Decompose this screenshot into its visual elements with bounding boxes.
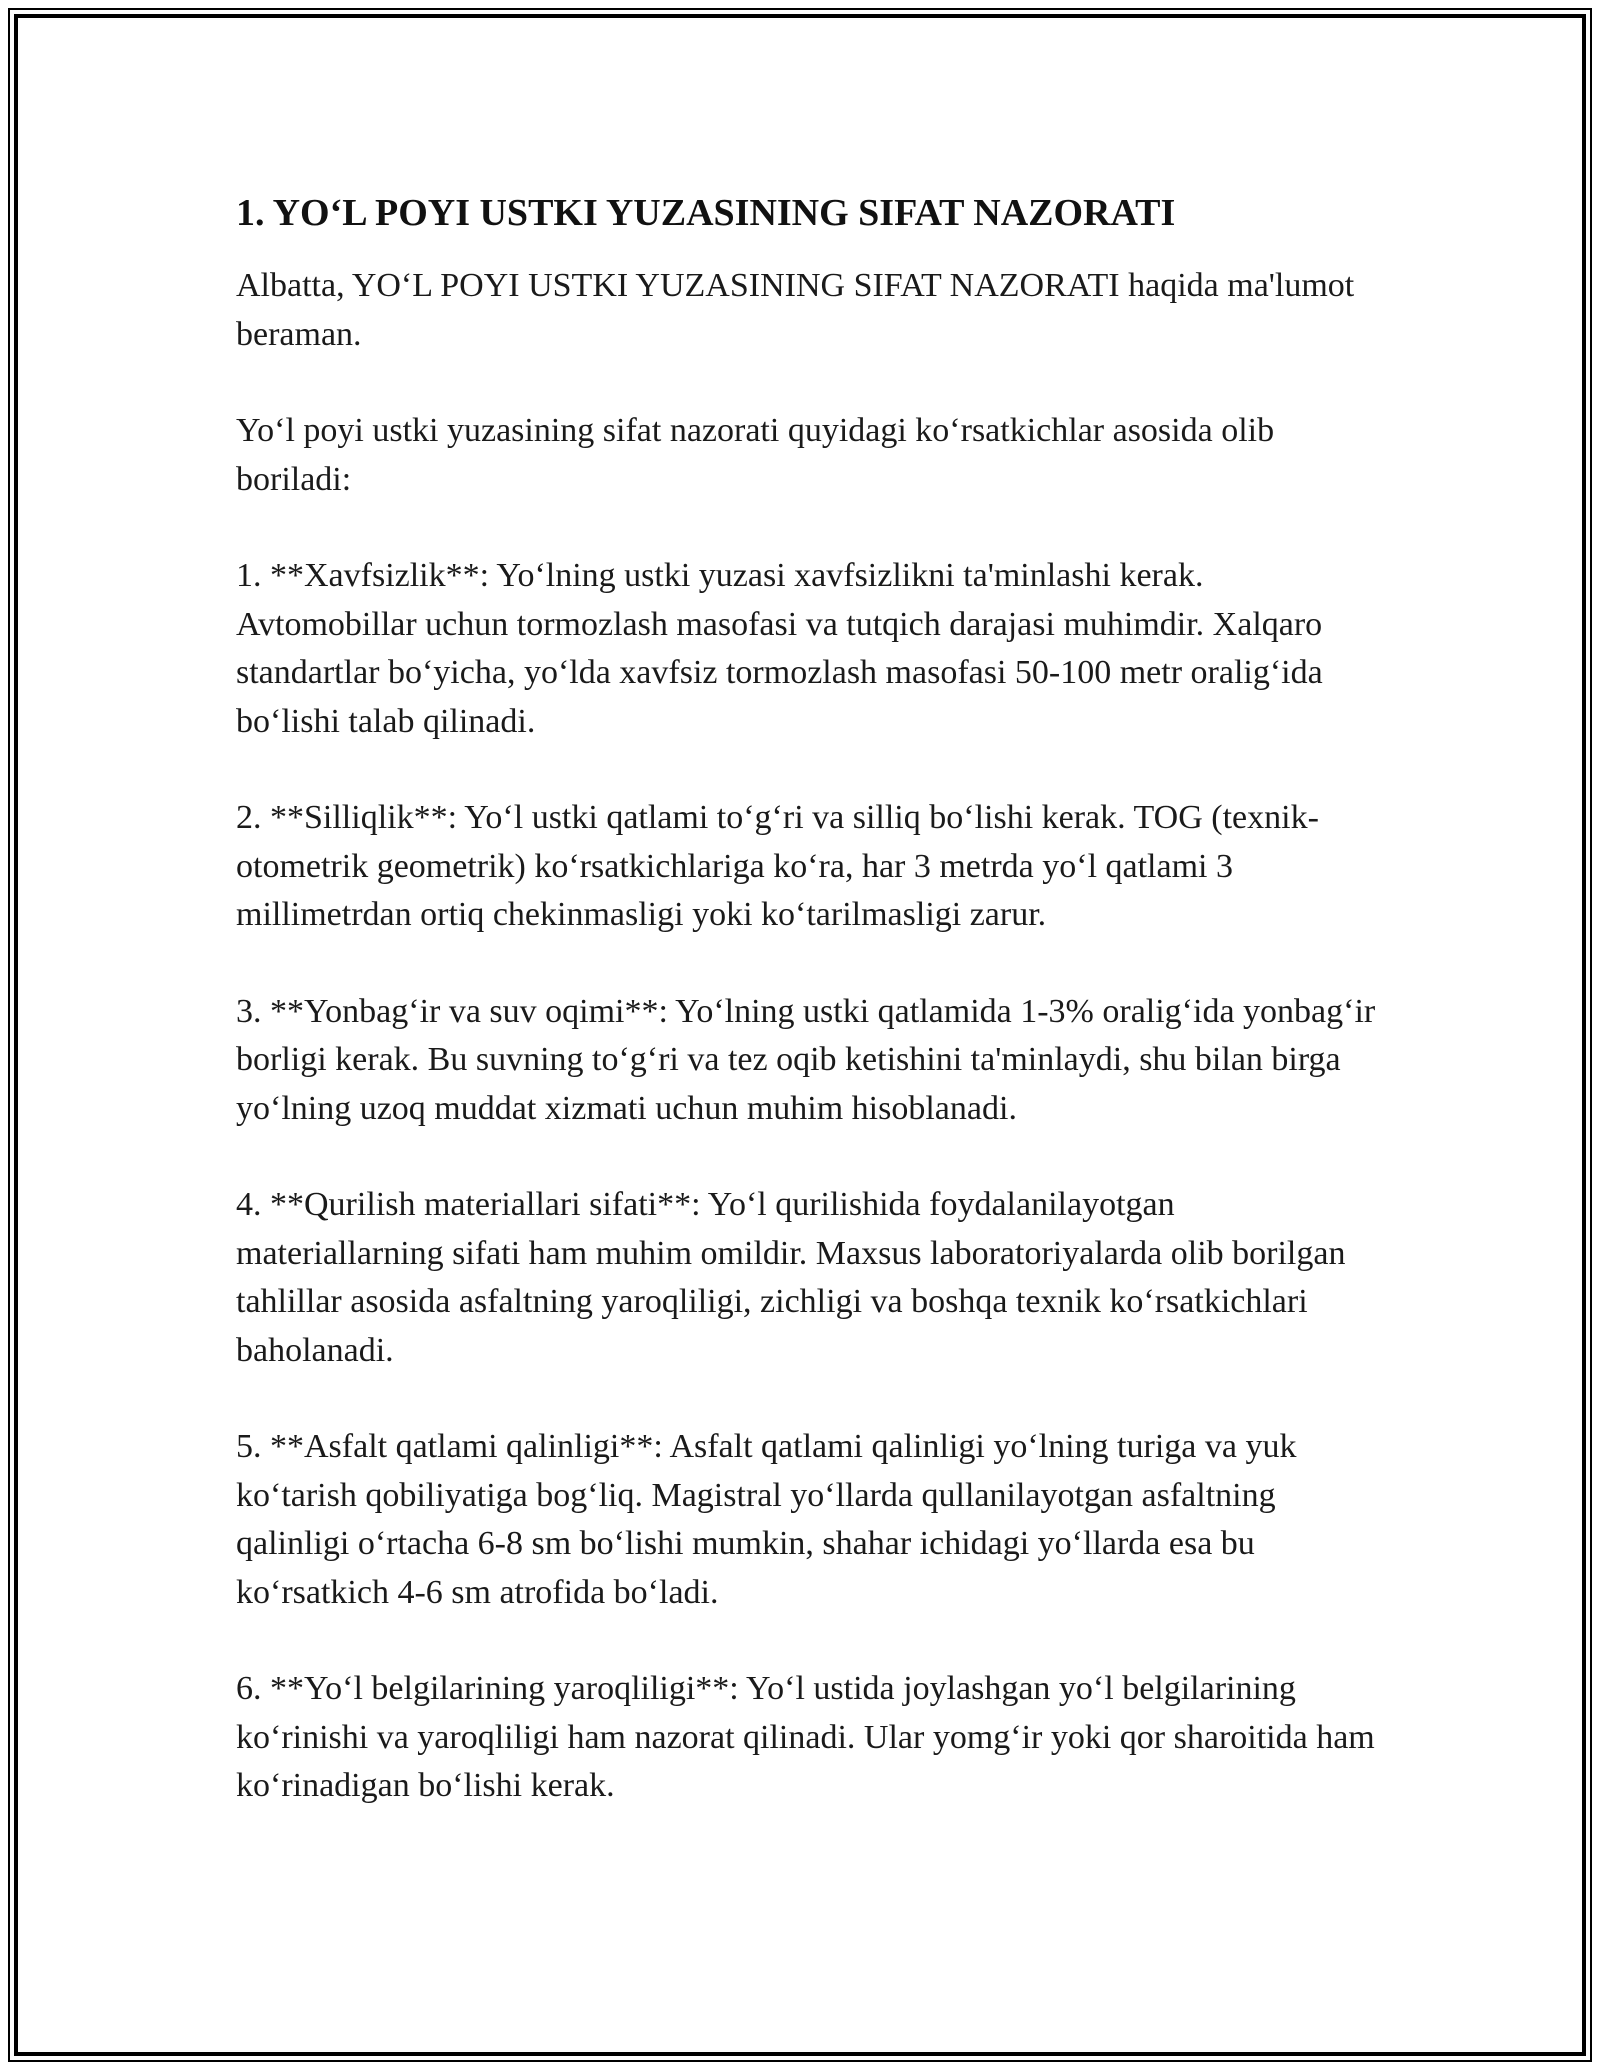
- paragraph-overview: Yo‘l poyi ustki yuzasining sifat nazorati quyidagi ko‘rsatkichlar asosida olib boriladi:: [236, 412, 1275, 498]
- paragraph-item-3: 3. **Yonbag‘ir va suv oqimi**: Yo‘lning ustki qatlamida 1-3% oralig‘ida yonbag‘ir borligi kerak. Bu suvning to‘g‘ri va tez oqib ketishini ta'minlaydi, shu bilan birga yo‘lning uzoq muddat xizmati uchun muhim hisoblanadi.: [236, 992, 1376, 1127]
- paragraph-item-1: 1. **Xavfsizlik**: Yo‘lning ustki yuzasi xavfsizlikni ta'minlashi kerak. Avtomobillar uchun tormozlash masofasi va tutqich darajasi muhimdir. Xalqaro standartlar bo‘yicha, yo‘lda xavfsiz tormozlash masofasi 50-100 metr oralig‘ida bo‘lishi talab qilinadi.: [236, 557, 1323, 740]
- paragraph-item-5: 5. **Asfalt qatlami qalinligi**: Asfalt qatlami qalinligi yo‘lning turiga va yuk ko‘tarish qobiliyatiga bog‘liq. Magistral yo‘llarda qullanilayotgan asfaltning qalinligi o‘rtacha 6-8 sm bo‘lishi mumkin, shahar ichidagi yo‘llarda esa bu ko‘rsatkich 4-6 sm atrofida bo‘ladi.: [236, 1428, 1297, 1611]
- paragraph-intro: Albatta, YO‘L POYI USTKI YUZASINING SIFAT NAZORATI haqida ma'lumot beraman.: [236, 267, 1355, 353]
- paragraph-item-6: 6. **Yo‘l belgilarining yaroqliligi**: Yo‘l ustida joylashgan yo‘l belgilarining ko‘rinishi va yaroqliligi ham nazorat qilinadi. Ular yomg‘ir yoki qor sharoitida ham ko‘rinadigan bo‘lishi kerak.: [236, 1670, 1375, 1804]
- paragraph-item-2: 2. **Silliqlik**: Yo‘l ustki qatlami to‘g‘ri va silliq bo‘lishi kerak. TOG (texnik-otometrik geometrik) ko‘rsatkichlariga ko‘ra, har 3 metrda yo‘l qatlami 3 millimetrdan ortiq chekinmasligi yoki ko‘tarilmasligi zarur.: [236, 799, 1319, 933]
- paragraph-item-4: 4. **Qurilish materiallari sifati**: Yo‘l qurilishida foydalanilayotgan materiallarning sifati ham muhim omildir. Maxsus laboratoriyalarda olib borilgan tahlillar asosida asfaltning yaroqliligi, zichligi va boshqa texnik ko‘rsatkichlari baholanadi.: [236, 1186, 1346, 1369]
- page-title: 1. YO‘L POYI USTKI YUZASINING SIFAT NAZORATI: [236, 192, 1176, 234]
- document-body: [236, 186, 1386, 1859]
